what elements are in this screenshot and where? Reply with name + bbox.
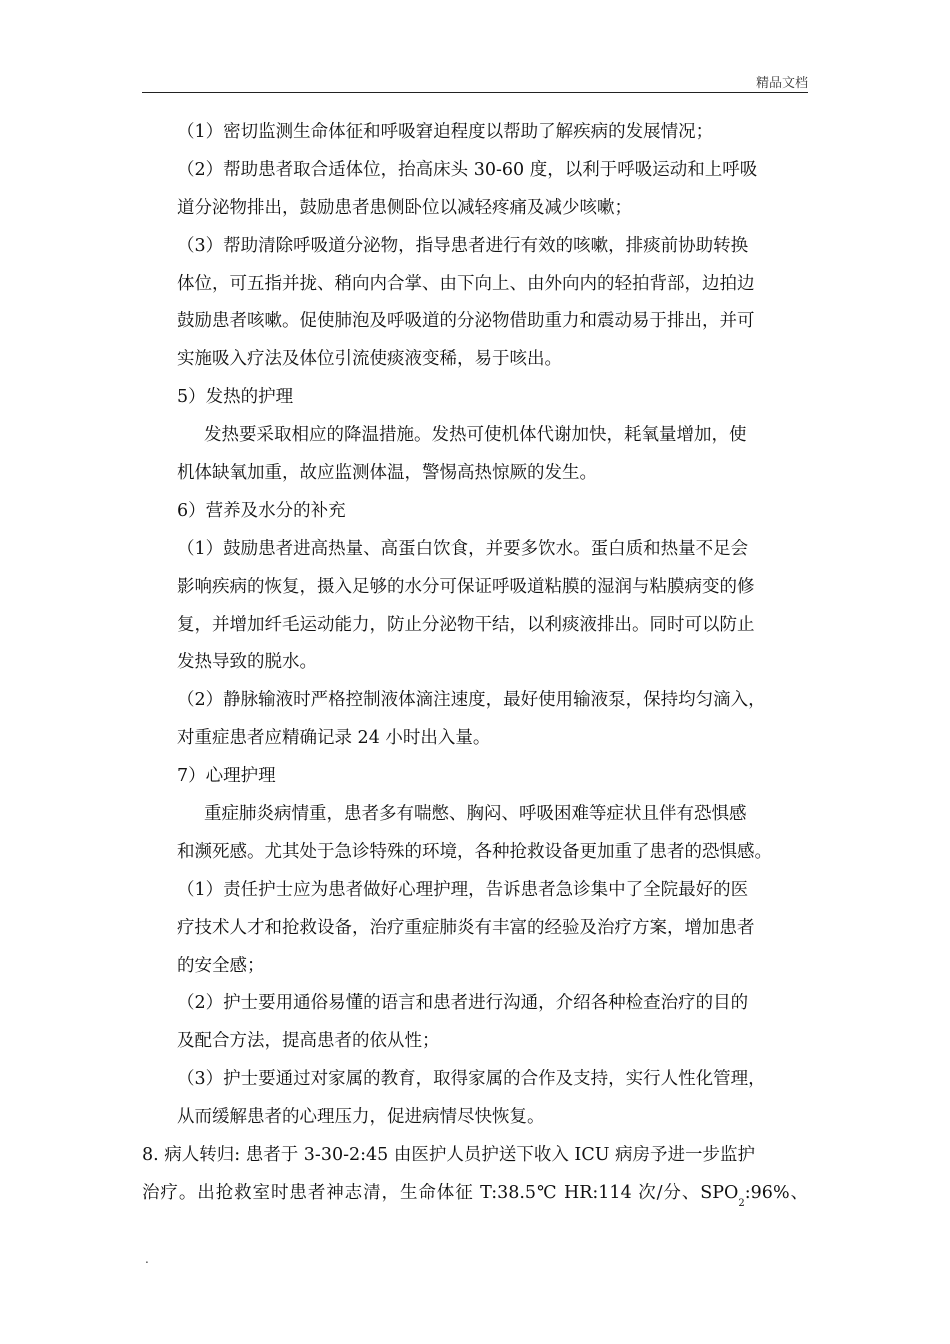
text-line: （1）密切监测生命体征和呼吸窘迫程度以帮助了解疾病的发展情况； (177, 122, 714, 142)
text-line: 和濒死感。尤其处于急诊特殊的环境，各种抢救设备更加重了患者的恐惧感。 (177, 841, 772, 862)
last-line-before: 治疗。出抢救室时患者神志清，生命体征 T:38.5℃ HR:114 次/分、SPO (142, 1182, 739, 1203)
text-line: 疗技术人才和抢救设备，治疗重症肺炎有丰富的经验及治疗方案，增加患者 (177, 917, 755, 938)
text-line: 机体缺氧加重，故应监测体温，警惕高热惊厥的发生。 (177, 463, 597, 484)
text-line: （1）责任护士应为患者做好心理护理，告诉患者急诊集中了全院最好的医 (177, 879, 749, 900)
text-line: （2）帮助患者取合适体位，抬高床头 30-60 度，以利于呼吸运动和上呼吸 (177, 159, 758, 180)
text-line: 鼓励患者咳嗽。促使肺泡及呼吸道的分泌物借助重力和震动易于排出，并可 (177, 311, 755, 332)
text-line: 复，并增加纤毛运动能力，防止分泌物干结，以利痰液排出。同时可以防止 (177, 614, 755, 635)
text-line: 发热要采取相应的降温措施。发热可使机体代谢加快，耗氧量增加，使 (204, 425, 747, 446)
footer-mark: . (145, 1252, 149, 1266)
text-line: （3）帮助清除呼吸道分泌物，指导患者进行有效的咳嗽，排痰前协助转换 (177, 235, 749, 256)
last-line-after: :96%、 (744, 1182, 808, 1203)
text-line: 及配合方法，提高患者的依从性； (177, 1031, 440, 1052)
paragraph-lines (142, 114, 808, 1175)
text-line: （2）护士要用通俗易懂的语言和患者进行沟通，介绍各种检查治疗的目的 (177, 993, 749, 1014)
document-body (142, 114, 808, 1213)
text-line: 重症肺炎病情重，患者多有喘憋、胸闷、呼吸困难等症状且伴有恐惧感 (204, 804, 747, 825)
text-line: （1）鼓励患者进高热量、高蛋白饮食，并要多饮水。蛋白质和热量不足会 (177, 538, 749, 559)
header-rule (142, 92, 808, 93)
subscript-2: 2 (738, 1197, 745, 1209)
text-line: 7）心理护理 (177, 766, 276, 787)
text-line: 从而缓解患者的心理压力，促进病情尽快恢复。 (177, 1107, 545, 1128)
text-line: 对重症患者应精确记录 24 小时出入量。 (177, 728, 491, 749)
text-line-last (142, 1175, 808, 1213)
page-header-label: 精品文档 (755, 76, 808, 91)
text-line: 的安全感； (177, 955, 265, 976)
text-line: （3）护士要通过对家属的教育，取得家属的合作及支持，实行人性化管理， (177, 1069, 766, 1090)
text-line: 5）发热的护理 (177, 387, 294, 408)
text-line: 发热导致的脱水。 (177, 652, 317, 673)
text-line: 实施吸入疗法及体位引流使痰液变稀，易于咳出。 (177, 349, 562, 370)
text-line: 6）营养及水分的补充 (177, 500, 346, 521)
text-line: 体位，可五指并拢、稍向内合掌、由下向上、由外向内的轻拍背部，边拍边 (177, 273, 755, 294)
text-line: 影响疾病的恢复，摄入足够的水分可保证呼吸道粘膜的湿润与粘膜病变的修 (177, 576, 755, 597)
text-line: （2）静脉输液时严格控制液体滴注速度，最好使用输液泵，保持均匀滴入， (177, 690, 766, 711)
text-line: 道分泌物排出，鼓励患者患侧卧位以减轻疼痛及减少咳嗽； (177, 197, 632, 218)
text-line: 8. 病人转归: 患者于 3-30-2:45 由医护人员护送下收入 ICU 病房予进一步监护 (142, 1145, 756, 1166)
